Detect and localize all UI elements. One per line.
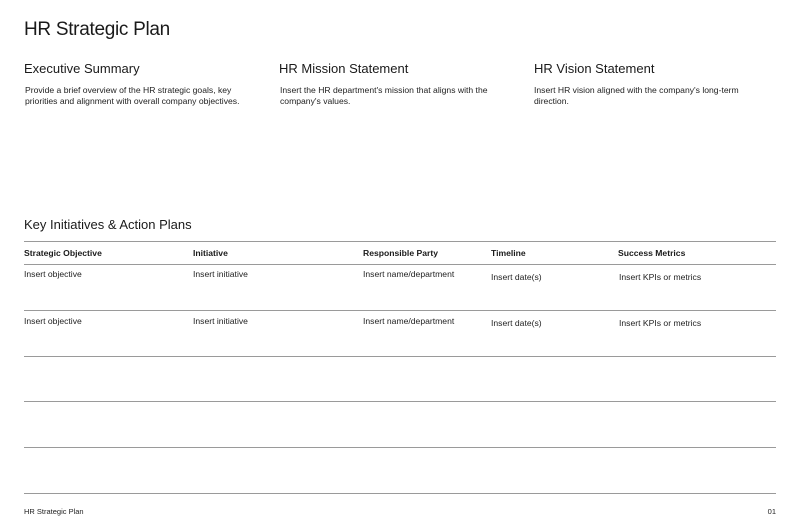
- row-rule: [24, 493, 776, 494]
- row-rule: [24, 401, 776, 402]
- table-cell: Insert initiative: [193, 316, 248, 326]
- table-cell: Insert KPIs or metrics: [619, 272, 702, 282]
- column-header: Responsible Party: [363, 248, 438, 258]
- executive-summary-text: Provide a brief overview of the HR strategic goals, key priorities and alignment with overall company objectives.: [25, 85, 240, 106]
- mission-heading: HR Mission Statement: [279, 61, 409, 76]
- table-cell: Insert date(s): [491, 318, 542, 328]
- column-header: Strategic Objective: [24, 248, 102, 258]
- row-rule: [24, 356, 776, 357]
- table-cell: Insert name/department: [363, 316, 455, 326]
- header-rule: [24, 264, 776, 265]
- executive-summary-heading: Executive Summary: [24, 61, 140, 76]
- row-rule: [24, 447, 776, 448]
- vision-text: Insert HR vision aligned with the company's long-term direction.: [534, 85, 739, 106]
- table-cell: Insert initiative: [193, 269, 248, 279]
- table-cell: Insert objective: [24, 316, 82, 326]
- table-cell: Insert KPIs or metrics: [619, 318, 702, 328]
- mission-text: Insert the HR department's mission that aligns with the company's values.: [280, 85, 488, 106]
- vision-heading: HR Vision Statement: [534, 61, 655, 76]
- page-title: HR Strategic Plan: [24, 19, 170, 40]
- table-cell: Insert date(s): [491, 272, 542, 282]
- column-header: Success Metrics: [618, 248, 686, 258]
- footer-title: HR Strategic Plan: [24, 507, 84, 516]
- table-cell: Insert name/department: [363, 269, 455, 279]
- column-header: Timeline: [491, 248, 526, 258]
- table-top-rule: [24, 241, 776, 242]
- column-header: Initiative: [193, 248, 228, 258]
- page-number: 01: [767, 507, 776, 516]
- table-cell: Insert objective: [24, 269, 82, 279]
- initiatives-heading: Key Initiatives & Action Plans: [24, 217, 192, 232]
- row-rule: [24, 310, 776, 311]
